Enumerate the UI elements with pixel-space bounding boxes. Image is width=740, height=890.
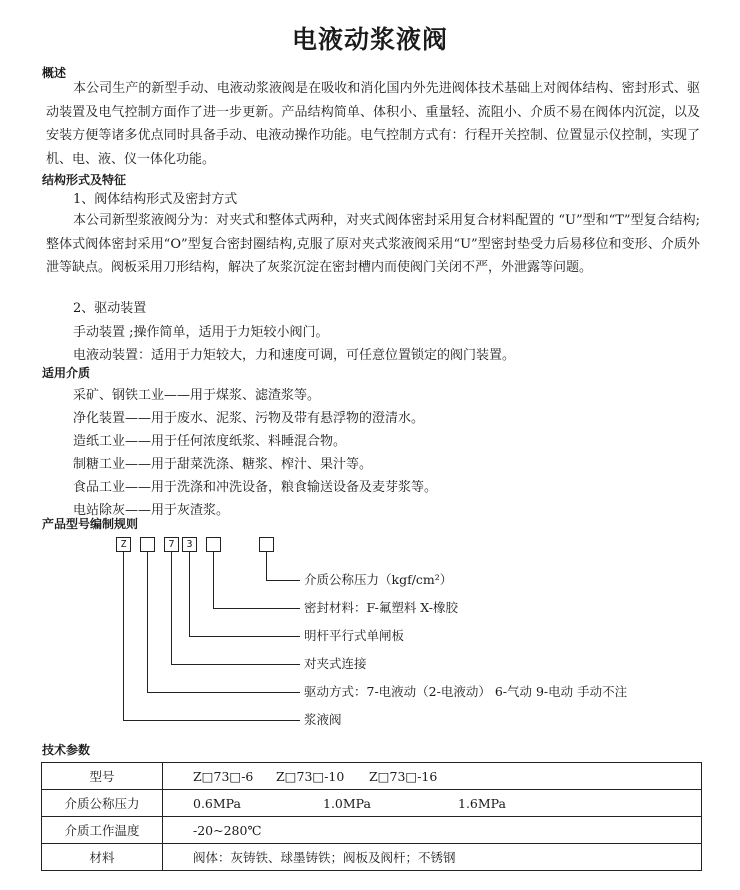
media-item: 制糖工业——用于甜菜洗涤、糖浆、榨汁、果汁等。	[73, 457, 373, 472]
leader-line	[213, 552, 214, 608]
leader-line	[266, 580, 300, 581]
row-key: 介质公称压力	[42, 790, 163, 817]
model-box-structure: 3	[182, 537, 197, 552]
table-row	[42, 817, 702, 844]
structure-heading: 结构形式及特征	[42, 173, 127, 187]
model-box-pressure	[259, 537, 274, 552]
overview-heading: 概述	[42, 66, 67, 80]
media-item: 采矿、钢铁工业——用于煤浆、滤渣浆等。	[73, 388, 321, 403]
leader-line	[147, 552, 148, 692]
model-box-type: Z	[116, 537, 131, 552]
leader-line	[123, 720, 300, 721]
label-pressure: 介质公称压力（kgf/cm²）	[304, 572, 453, 587]
leader-line	[123, 552, 124, 720]
leader-line	[147, 692, 300, 693]
model-value: Z□73□-10	[276, 768, 345, 784]
structure-text: 本公司新型浆液阀分为：对夹式和整体式两种，对夹式阀体密封采用复合材料配置的 “U”型和“T”型复合结构;整体式阀体密封采用“O”型复合密封圈结构,克服了原对夹式浆液阀采用“U”型密封垫受力后易移位和变形、介质外泄等缺点。阀板采用刀形结构，解决了灰浆沉淀在密封槽内而使阀门关闭不严，外泄露等问题。	[46, 213, 700, 275]
row-key: 材料	[42, 844, 163, 871]
pressure-value: 0.6MPa	[193, 795, 241, 811]
overview-text: 本公司生产的新型手动、电液动浆液阀是在吸收和消化国内外先进阀体技术基础上对阀体结构、密封形式、驱动装置及电气控制方面作了进一步更新。产品结构简单、体积小、重量轻、流阻小、介质不易在阀体内沉淀，以及安装方便等诸多优点同时具备手动、电液动操作功能。电气控制方式有：行程开关控制、位置显示仪控制，实现了机、电、液、仪一体化功能。	[46, 81, 700, 167]
drive-heading: 2、驱动装置	[73, 301, 147, 316]
leader-line	[171, 664, 300, 665]
media-item: 电站除灰——用于灰渣浆。	[73, 503, 230, 518]
tech-table	[41, 762, 702, 871]
media-heading: 适用介质	[42, 366, 91, 380]
label-structure: 明杆平行式单闸板	[304, 628, 405, 643]
leader-line	[266, 552, 267, 580]
manual-device-text: 手动装置 ;操作简单，适用于力矩较小阀门。	[73, 325, 329, 340]
table-row	[42, 790, 702, 817]
row-key: 介质工作温度	[42, 817, 163, 844]
media-item: 食品工业——用于洗涤和冲洗设备，粮食输送设备及麦芽浆等。	[73, 480, 438, 495]
model-box-drive	[140, 537, 155, 552]
model-value: Z□73□-16	[369, 768, 438, 784]
table-row	[42, 844, 702, 871]
pressure-value: 1.0MPa	[323, 795, 371, 811]
row-key: 型号	[42, 763, 163, 790]
structure-sub1: 1、阀体结构形式及密封方式	[73, 192, 238, 207]
label-connection: 对夹式连接	[304, 656, 367, 671]
label-valve-type: 浆液阀	[304, 712, 342, 727]
leader-line	[213, 608, 300, 609]
row-value	[163, 790, 702, 817]
pressure-value: 1.6MPa	[458, 795, 506, 811]
row-value	[163, 763, 702, 790]
media-item: 造纸工业——用于任何浓度纸浆、料睡混合物。	[73, 434, 347, 449]
tech-heading: 技术参数	[42, 743, 91, 757]
model-box-seal	[206, 537, 221, 552]
label-drive: 驱动方式：7-电液动（2-电液动） 6-气动 9-电动 手动不注	[304, 684, 628, 699]
material-value: 阀体：灰铸铁、球墨铸铁；阀板及阀杆；不锈钢	[163, 844, 702, 871]
model-box-connection: 7	[164, 537, 179, 552]
label-seal: 密封材料：F-氟塑料 X-橡胶	[304, 600, 458, 615]
leader-line	[171, 552, 172, 664]
media-item: 净化装置——用于废水、泥浆、污物及带有悬浮物的澄清水。	[73, 411, 425, 426]
model-rule-heading: 产品型号编制规则	[42, 517, 139, 531]
temperature-value: -20~280℃	[163, 817, 702, 844]
leader-line	[189, 552, 190, 636]
page-title: 电液动浆液阀	[291, 25, 448, 54]
leader-line	[189, 636, 300, 637]
model-value: Z□73□-6	[193, 768, 254, 784]
table-row	[42, 763, 702, 790]
electro-device-text: 电液动装置：适用于力矩较大，力和速度可调，可任意位置锁定的阀门装置。	[73, 348, 516, 363]
